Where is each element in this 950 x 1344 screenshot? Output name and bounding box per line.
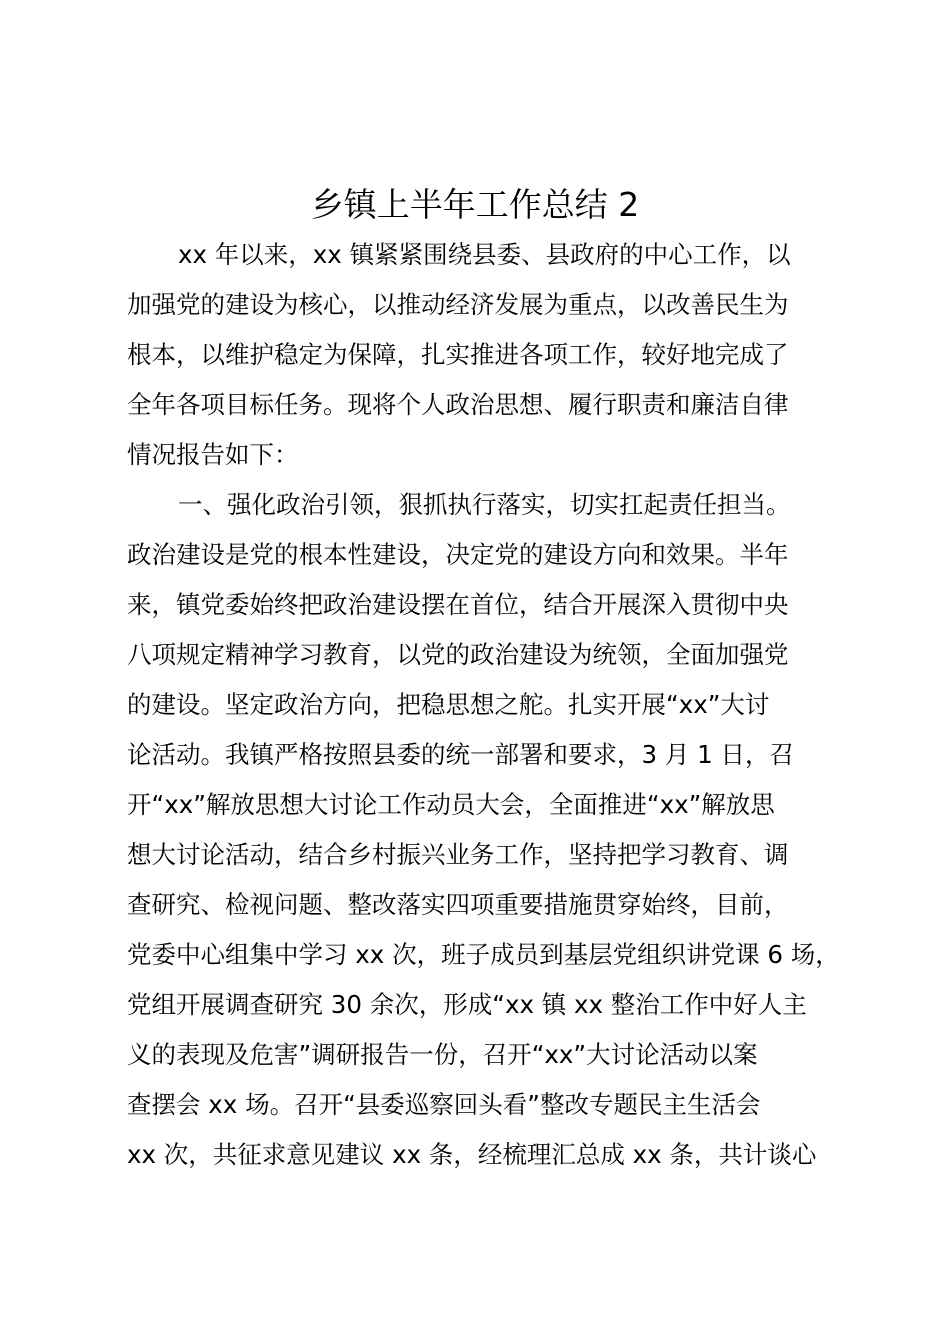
- paragraph-line: 想大讨论活动，结合乡村振兴业务工作，坚持把学习教育、调: [127, 840, 789, 869]
- paragraph-line: 义的表现及危害”调研报告一份，召开“xx”大讨论活动以案: [127, 1040, 758, 1069]
- paragraph-line: 查研究、检视问题、整改落实四项重要措施贯穿始终，目前，: [127, 890, 789, 919]
- paragraph-line: 查摆会 xx 场。召开“县委巡察回头看”整改专题民主生活会: [127, 1090, 761, 1119]
- paragraph-line: 党委中心组集中学习 xx 次，班子成员到基层党组织讲党课 6 场，: [127, 940, 840, 969]
- document-title: 乡镇上半年工作总结 2: [310, 185, 640, 224]
- paragraph-line: 的建设。坚定政治方向，把稳思想之舵。扎实开展“xx”大讨: [127, 690, 770, 719]
- paragraph-line: 根本，以维护稳定为保障，扎实推进各项工作，较好地完成了: [127, 340, 789, 369]
- section-heading-line: 一、强化政治引领，狠抓执行落实，切实扛起责任担当。: [178, 490, 791, 519]
- paragraph-line: xx 次，共征求意见建议 xx 条，经梳理汇总成 xx 条，共计谈心: [127, 1140, 817, 1169]
- paragraph-line: 情况报告如下：: [127, 440, 299, 469]
- paragraph-line: 政治建设是党的根本性建设，决定党的建设方向和效果。半年: [127, 540, 789, 569]
- paragraph-line: 论活动。我镇严格按照县委的统一部署和要求，3 月 1 日，召: [127, 740, 795, 769]
- paragraph-line: 来，镇党委始终把政治建设摆在首位，结合开展深入贯彻中央: [127, 590, 789, 619]
- paragraph-line: 八项规定精神学习教育，以党的政治建设为统领，全面加强党: [127, 640, 789, 669]
- paragraph-line: 加强党的建设为核心，以推动经济发展为重点，以改善民生为: [127, 290, 789, 319]
- paragraph-line: 全年各项目标任务。现将个人政治思想、履行职责和廉洁自律: [127, 390, 789, 419]
- paragraph-line: 党组开展调查研究 30 余次，形成“xx 镇 xx 整治工作中好人主: [127, 990, 807, 1019]
- paragraph-line: xx 年以来，xx 镇紧紧围绕县委、县政府的中心工作，以: [178, 240, 791, 269]
- paragraph-line: 开“xx”解放思想大讨论工作动员大会，全面推进“xx”解放思: [127, 790, 775, 819]
